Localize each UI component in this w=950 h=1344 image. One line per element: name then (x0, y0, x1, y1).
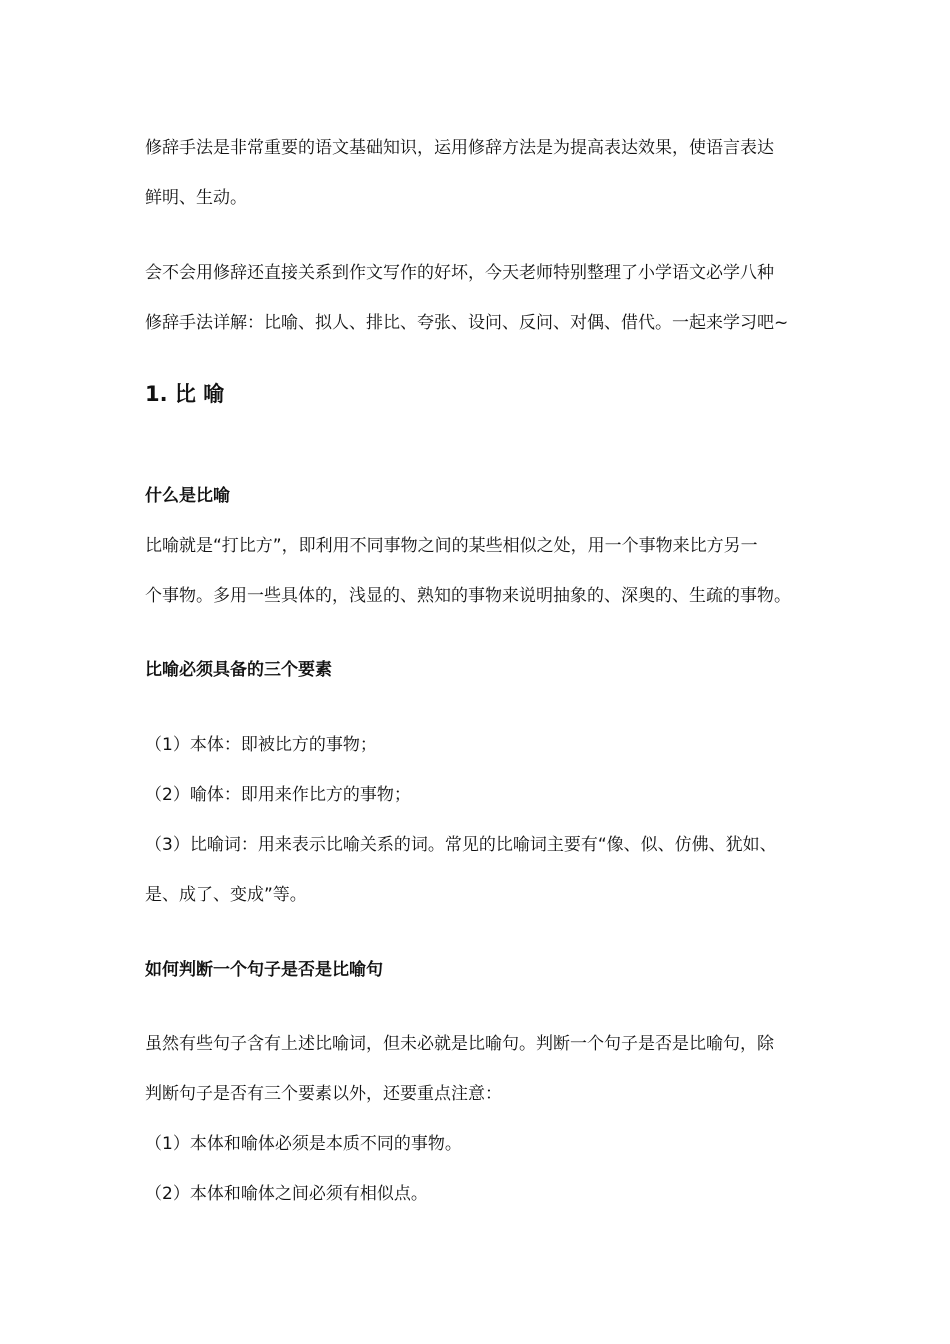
subheading-three-elements: 比喻必须具备的三个要素 (145, 660, 332, 680)
judge-point-2: （2）本体和喻体之间必须有相似点。 (145, 1184, 428, 1204)
intro-paragraph-1-line-2: 鲜明、生动。 (145, 188, 247, 208)
definition-line-1: 比喻就是“打比方”，即利用不同事物之间的某些相似之处，用一个事物来比方另一 (145, 536, 758, 556)
element-item-3-continued: 是、成了、变成”等。 (145, 885, 307, 905)
element-item-2: （2）喻体：即用来作比方的事物； (145, 785, 411, 805)
subheading-how-to-judge: 如何判断一个句子是否是比喻句 (145, 960, 383, 980)
element-item-3: （3）比喻词：用来表示比喻关系的词。常见的比喻词主要有“像、似、仿佛、犹如、 (145, 835, 777, 855)
definition-line-2: 个事物。多用一些具体的，浅显的、熟知的事物来说明抽象的、深奥的、生疏的事物。 (145, 586, 791, 606)
judge-text-line-1: 虽然有些句子含有上述比喻词，但未必就是比喻句。判断一个句子是否是比喻句，除 (145, 1034, 774, 1054)
section-title-metaphor: 1. 比 喻 (145, 382, 225, 406)
intro-paragraph-1-line-1: 修辞手法是非常重要的语文基础知识，运用修辞方法是为提高表达效果，使语言表达 (145, 138, 774, 158)
element-item-1: （1）本体：即被比方的事物； (145, 735, 377, 755)
intro-paragraph-2-line-1: 会不会用修辞还直接关系到作文写作的好坏，今天老师特别整理了小学语文必学八种 (145, 263, 774, 283)
judge-text-line-2: 判断句子是否有三个要素以外，还要重点注意： (145, 1084, 502, 1104)
subheading-what-is-metaphor: 什么是比喻 (145, 486, 230, 506)
intro-paragraph-2-line-2: 修辞手法详解：比喻、拟人、排比、夸张、设问、反问、对偶、借代。一起来学习吧~ (145, 313, 789, 333)
judge-point-1: （1）本体和喻体必须是本质不同的事物。 (145, 1134, 462, 1154)
